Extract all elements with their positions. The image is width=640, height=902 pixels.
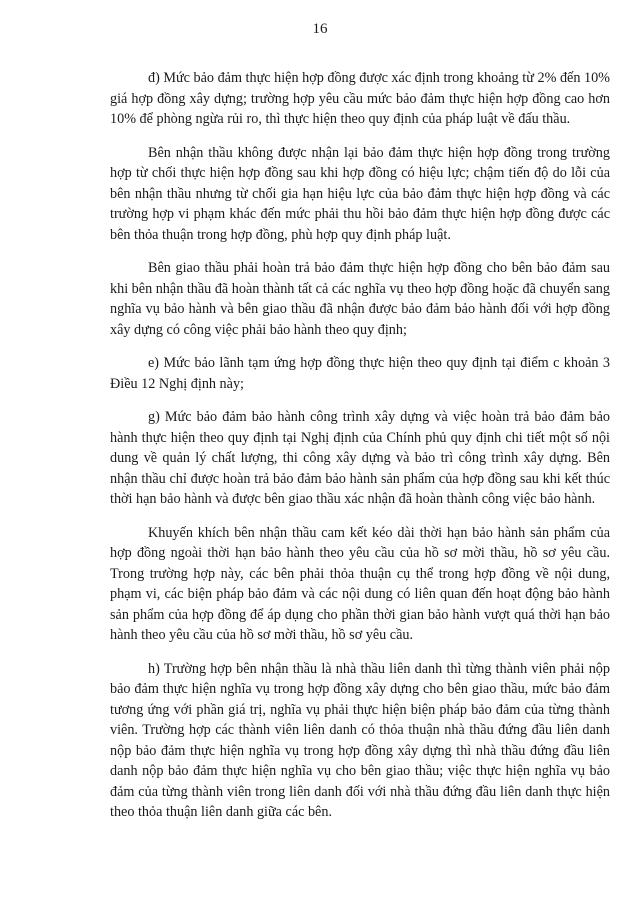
paragraph-refund: Bên giao thầu phải hoàn trả bảo đảm thực hiện hợp đồng cho bên bảo đảm sau khi bên nhận thầu đã hoàn thành tất cả các nghĩa vụ theo hợp đồng hoặc đã chuyển sang nghĩa vụ bảo hành và bên giao thầu đã nhận được bảo đảm bảo hành đối với hợp đồng xây dựng có công việc phải bảo hành theo quy định; <box>110 260 610 338</box>
paragraph-e: e) Mức bảo lãnh tạm ứng hợp đồng thực hiện theo quy định tại điểm c khoản 3 Điều 12 Nghị định này; <box>110 355 610 392</box>
paragraph-d-bar: đ) Mức bảo đảm thực hiện hợp đồng được xác định trong khoảng từ 2% đến 10% giá hợp đồng xây dựng; trường hợp yêu cầu mức bảo đảm thực hiện hợp đồng cao hơn 10% để phòng ngừa rủi ro, thì thực hiện theo quy định của pháp luật về đấu thầu. <box>110 70 610 127</box>
paragraph-g: g) Mức bảo đảm bảo hành công trình xây dựng và việc hoàn trả bảo đảm bảo hành thực hiện theo quy định tại Nghị định của Chính phủ quy định chi tiết một số nội dung về quản lý chất lượng, thi công xây dựng và bảo trì công trình xây dựng. Bên nhận thầu chỉ được hoàn trả bảo đảm bảo hành sản phẩm của hợp đồng sau khi kết thúc thời hạn bảo hành và được bên giao thầu xác nhận đã hoàn thành công việc bảo hành. <box>110 409 610 507</box>
page-number: 16 <box>312 21 328 37</box>
paragraph-h: h) Trường hợp bên nhận thầu là nhà thầu liên danh thì từng thành viên phải nộp bảo đảm thực hiện nghĩa vụ trong hợp đồng xây dựng cho bên giao thầu, mức bảo đảm tương ứng với phần giá trị, nghĩa vụ phải thực hiện biện pháp bảo đảm của từng thành viên. Trường hợp các thành viên liên danh có thỏa thuận nhà thầu đứng đầu liên danh nộp bảo đảm thực hiện nghĩa vụ trong hợp đồng xây dựng thì nhà thầu đứng đầu liên danh nộp bảo đảm thực hiện nghĩa vụ cho bên giao thầu; việc thực hiện nghĩa vụ bảo đảm của từng thành viên trong liên danh đối với nhà thầu đứng đầu liên danh thực hiện theo thỏa thuận liên danh giữa các bên. <box>110 660 610 820</box>
document-body <box>110 68 610 836</box>
paragraph-no-refund: Bên nhận thầu không được nhận lại bảo đảm thực hiện hợp đồng trong trường hợp từ chối thực hiện hợp đồng sau khi hợp đồng có hiệu lực; chậm tiến độ do lỗi của bên nhận thầu nhưng từ chối gia hạn hiệu lực của bảo đảm thực hiện hợp đồng và các trường hợp vi phạm khác đến mức phải thu hồi bảo đảm thực hiện hợp đồng được các bên thỏa thuận trong hợp đồng, phù hợp quy định pháp luật. <box>110 144 610 243</box>
paragraph-warranty-extension: Khuyến khích bên nhận thầu cam kết kéo dài thời hạn bảo hành sản phẩm của hợp đồng ngoài thời hạn bảo hành theo yêu cầu của hồ sơ mời thầu, hồ sơ yêu cầu. Trong trường hợp này, các bên phải thỏa thuận cụ thể trong hợp đồng về nội dung, phạm vi, các biện pháp bảo đảm và các nội dung có liên quan đến hoạt động bảo hành sản phẩm của hợp đồng để áp dụng cho phần thời gian bảo hành vượt quá thời hạn bảo hành theo yêu cầu của hồ sơ mời thầu, hồ sơ yêu cầu. <box>110 524 610 643</box>
